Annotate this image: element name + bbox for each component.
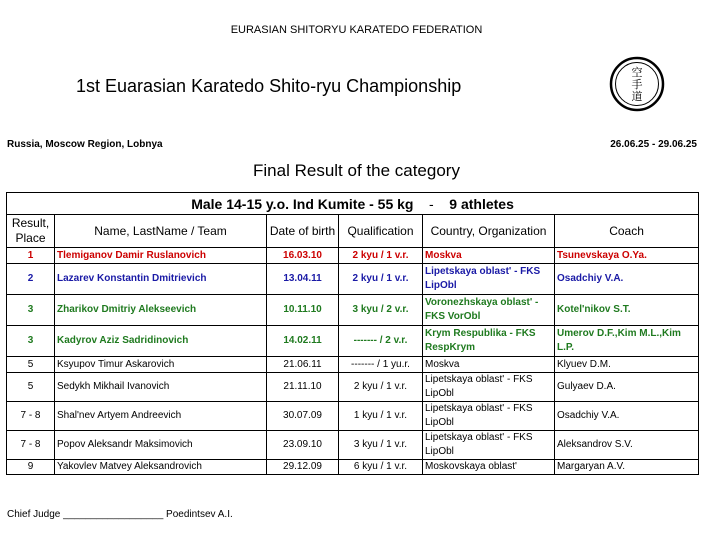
dob-cell: 30.07.09 <box>267 402 339 431</box>
col-qualification: Qualification <box>339 215 423 248</box>
place-cell: 7 - 8 <box>7 431 55 460</box>
category-title <box>7 193 699 215</box>
place-cell: 7 - 8 <box>7 402 55 431</box>
championship-title: 1st Euarasian Karatedo Shito-ryu Championship <box>76 76 462 96</box>
event-dates: 26.06.25 - 29.06.25 <box>610 139 697 150</box>
table-row <box>7 295 699 326</box>
table-row <box>7 402 699 431</box>
coach-cell: Margaryan A.V. <box>555 460 699 475</box>
event-location: Russia, Moscow Region, Lobnya <box>7 139 163 150</box>
col-place: Result, Place <box>7 215 55 248</box>
name-cell: Zharikov Dmitriy Alekseevich <box>55 295 267 326</box>
federation-name: EURASIAN SHITORYU KARATEDO FEDERATION <box>230 24 483 36</box>
table-row <box>7 357 699 373</box>
name-cell: Kadyrov Aziz Sadridinovich <box>55 326 267 357</box>
dob-cell: 16.03.10 <box>267 248 339 264</box>
coach-cell: Kotel'nikov S.T. <box>555 295 699 326</box>
table-row <box>7 460 699 475</box>
dob-cell: 23.09.10 <box>267 431 339 460</box>
table-row <box>7 264 699 295</box>
table-row <box>7 326 699 357</box>
dob-cell: 29.12.09 <box>267 460 339 475</box>
qual-cell: 1 kyu / 1 v.r. <box>339 402 423 431</box>
header-row <box>7 215 699 248</box>
place-cell: 1 <box>7 248 55 264</box>
country-cell: Moskovskaya oblast' <box>423 460 555 475</box>
final-result-heading: Final Result of the category <box>253 161 460 180</box>
coach-cell: Umerov D.F.,Kim M.L.,Kim L.P. <box>555 326 699 357</box>
coach-cell: Osadchiy V.A. <box>555 402 699 431</box>
coach-cell: Aleksandrov S.V. <box>555 431 699 460</box>
svg-text:空: 空 <box>631 66 643 79</box>
category-separator: - <box>429 195 434 212</box>
category-row <box>7 193 699 215</box>
table-row <box>7 248 699 264</box>
country-cell: Moskva <box>423 357 555 373</box>
coach-cell: Tsunevskaya O.Ya. <box>555 248 699 264</box>
dob-cell: 21.06.11 <box>267 357 339 373</box>
judge-name: Poedintsev A.I. <box>166 509 233 520</box>
col-country: Country, Organization <box>423 215 555 248</box>
table-row <box>7 431 699 460</box>
svg-text:手: 手 <box>631 78 643 91</box>
results-table <box>6 192 699 475</box>
country-cell: Lipetskaya oblast' - FKS LipObl <box>423 264 555 295</box>
judge-label: Chief Judge <box>7 509 61 520</box>
country-cell: Voronezhskaya oblast' - FKS VorObl <box>423 295 555 326</box>
place-cell: 5 <box>7 357 55 373</box>
chief-judge-line <box>7 509 233 520</box>
place-cell: 9 <box>7 460 55 475</box>
place-cell: 5 <box>7 373 55 402</box>
name-cell: Shal'nev Artyem Andreevich <box>55 402 267 431</box>
athlete-count: 9 athletes <box>449 195 514 212</box>
qual-cell: 2 kyu / 1 v.r. <box>339 264 423 295</box>
table-row <box>7 373 699 402</box>
coach-cell: Gulyaev D.A. <box>555 373 699 402</box>
col-dob: Date of birth <box>267 215 339 248</box>
signature-line: __________________ <box>63 509 164 520</box>
category-name: Male 14-15 y.o. Ind Kumite - 55 kg <box>191 195 414 212</box>
dob-cell: 13.04.11 <box>267 264 339 295</box>
coach-cell: Osadchiy V.A. <box>555 264 699 295</box>
qual-cell: 2 kyu / 1 v.r. <box>339 248 423 264</box>
shitoryu-logo <box>609 56 665 112</box>
name-cell: Lazarev Konstantin Dmitrievich <box>55 264 267 295</box>
svg-text:道: 道 <box>631 90 643 103</box>
qual-cell: 3 kyu / 1 v.r. <box>339 431 423 460</box>
name-cell: Ksyupov Timur Askarovich <box>55 357 267 373</box>
country-cell: Moskva <box>423 248 555 264</box>
name-cell: Yakovlev Matvey Aleksandrovich <box>55 460 267 475</box>
name-cell: Popov Aleksandr Maksimovich <box>55 431 267 460</box>
place-cell: 3 <box>7 295 55 326</box>
qual-cell: 2 kyu / 1 v.r. <box>339 373 423 402</box>
country-cell: Lipetskaya oblast' - FKS LipObl <box>423 431 555 460</box>
col-coach: Coach <box>555 215 699 248</box>
country-cell: Lipetskaya oblast' - FKS LipObl <box>423 373 555 402</box>
dob-cell: 10.11.10 <box>267 295 339 326</box>
col-name: Name, LastName / Team <box>55 215 267 248</box>
qual-cell: ------- / 2 v.r. <box>339 326 423 357</box>
place-cell: 2 <box>7 264 55 295</box>
dob-cell: 21.11.10 <box>267 373 339 402</box>
name-cell: Sedykh Mikhail Ivanovich <box>55 373 267 402</box>
name-cell: Tlemiganov Damir Ruslanovich <box>55 248 267 264</box>
country-cell: Krym Respublika - FKS RespKrym <box>423 326 555 357</box>
place-cell: 3 <box>7 326 55 357</box>
qual-cell: 6 kyu / 1 v.r. <box>339 460 423 475</box>
country-cell: Lipetskaya oblast' - FKS LipObl <box>423 402 555 431</box>
qual-cell: ------- / 1 yu.r. <box>339 357 423 373</box>
qual-cell: 3 kyu / 2 v.r. <box>339 295 423 326</box>
dob-cell: 14.02.11 <box>267 326 339 357</box>
coach-cell: Klyuev D.M. <box>555 357 699 373</box>
